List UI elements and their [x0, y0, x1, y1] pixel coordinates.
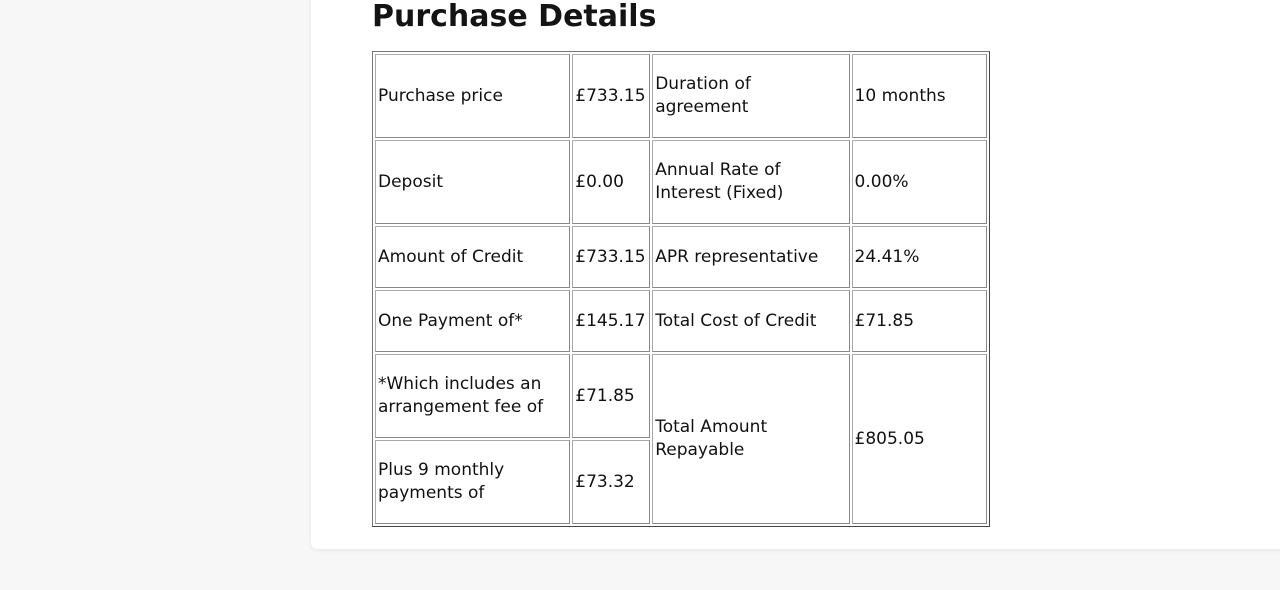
duration-value: 10 months [852, 54, 987, 138]
one-payment-value: £145.17 [572, 290, 650, 352]
monthly-payments-value: £73.32 [572, 440, 650, 524]
total-repayable-value: £805.05 [852, 354, 987, 524]
purchase-details-table [372, 51, 990, 527]
monthly-payments-label: Plus 9 monthly payments of [375, 440, 570, 524]
page-title: Purchase Details [372, 0, 657, 34]
amount-credit-value: £733.15 [572, 226, 650, 288]
table-row [375, 54, 987, 138]
total-cost-value: £71.85 [852, 290, 987, 352]
total-cost-label: Total Cost of Credit [652, 290, 849, 352]
table-row [375, 290, 987, 352]
arrangement-fee-value: £71.85 [572, 354, 650, 438]
deposit-value: £0.00 [572, 140, 650, 224]
duration-label: Duration of agreement [652, 54, 849, 138]
one-payment-label: One Payment of* [375, 290, 570, 352]
apr-value: 24.41% [852, 226, 987, 288]
annual-rate-label: Annual Rate of Interest (Fixed) [652, 140, 849, 224]
amount-credit-label: Amount of Credit [375, 226, 570, 288]
table-row [375, 354, 987, 438]
table-row [375, 140, 987, 224]
arrangement-fee-label: *Which includes an arrangement fee of [375, 354, 570, 438]
total-repayable-label: Total Amount Repayable [652, 354, 849, 524]
annual-rate-value: 0.00% [852, 140, 987, 224]
purchase-price-label: Purchase price [375, 54, 570, 138]
table-row [375, 226, 987, 288]
purchase-price-value: £733.15 [572, 54, 650, 138]
deposit-label: Deposit [375, 140, 570, 224]
apr-label: APR representative [652, 226, 849, 288]
